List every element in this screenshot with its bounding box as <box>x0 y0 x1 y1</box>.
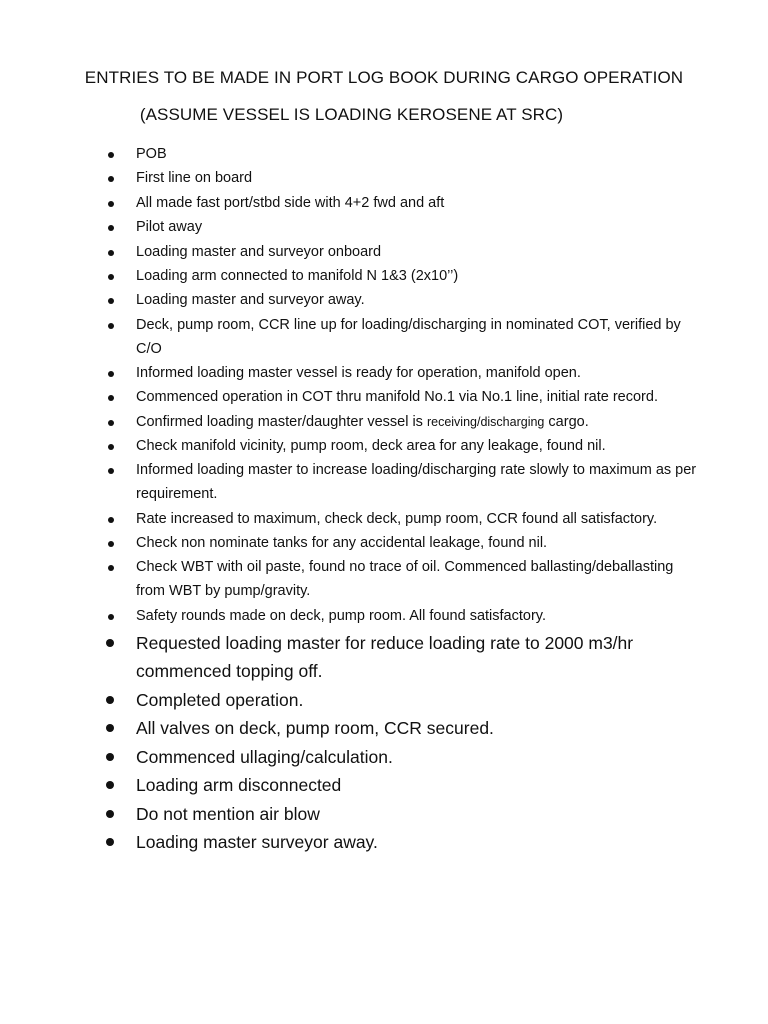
bullet-icon <box>108 152 114 158</box>
list-item-text: POB <box>136 146 167 162</box>
list-item-small-text: receiving/discharging <box>426 414 545 429</box>
bullet-icon <box>108 201 114 207</box>
list-item <box>0 771 700 799</box>
list-item <box>0 629 700 685</box>
list-item-text: Deck, pump room, CCR line up for loading/discharging in nominated COT, verified by C/O <box>136 316 681 357</box>
bullet-icon <box>108 225 114 231</box>
list-item <box>0 241 700 265</box>
entries-list <box>0 143 700 857</box>
bullet-icon <box>108 565 114 571</box>
bullet-icon <box>108 444 114 450</box>
list-item-text-end: cargo. <box>548 413 589 430</box>
list-item <box>0 314 700 362</box>
list-item-text: Check non nominate tanks for any accidental leakage, found nil. <box>136 535 548 552</box>
bullet-icon <box>108 274 114 280</box>
list-item <box>0 743 700 771</box>
list-item <box>0 265 700 289</box>
bullet-icon <box>108 298 114 304</box>
bullet-icon <box>108 371 114 377</box>
bullet-icon <box>106 724 114 732</box>
list-item-text: Completed operation. <box>136 689 304 710</box>
list-item <box>0 686 700 714</box>
list-item-text: Do not mention air blow <box>136 803 320 824</box>
list-item-text: Commenced operation in COT thru manifold No.1 via No.1 line, initial rate record. <box>136 389 658 406</box>
bullet-icon <box>106 753 114 761</box>
list-item-text: Rate increased to maximum, check deck, pump room, CCR found all satisfactory. <box>136 510 658 527</box>
bullet-icon <box>106 838 114 846</box>
bullet-icon <box>106 810 114 818</box>
list-item-text: First line on board <box>136 170 253 187</box>
bullet-icon <box>106 781 114 789</box>
document-title: ENTRIES TO BE MADE IN PORT LOG BOOK DURING CARGO OPERATION <box>84 68 684 87</box>
list-item <box>0 508 700 532</box>
list-item-text: Confirmed loading master/daughter vessel is <box>136 413 423 430</box>
bullet-icon <box>108 323 114 329</box>
bullet-icon <box>108 250 114 256</box>
list-item <box>0 828 700 856</box>
bullet-icon <box>108 614 114 620</box>
list-item-text: Loading master and surveyor onboard <box>136 243 382 260</box>
list-item-text: All valves on deck, pump room, CCR secured. <box>136 718 494 739</box>
list-item <box>0 216 700 240</box>
list-item <box>0 800 700 828</box>
bullet-icon <box>108 468 114 474</box>
list-item-text: Check WBT with oil paste, found no trace of oil. Commenced ballasting/deballasting from WBT by pump/gravity. <box>136 559 674 600</box>
bullet-icon <box>108 395 114 401</box>
bullet-icon <box>106 696 114 704</box>
list-item <box>0 143 700 167</box>
list-item-text: Safety rounds made on deck, pump room. All found satisfactory. <box>136 607 546 624</box>
bullet-icon <box>108 176 114 182</box>
list-item-text: Loading master and surveyor away. <box>136 292 365 309</box>
list-item-text: Requested loading master for reduce loading rate to 2000 m3/hr commenced topping off. <box>136 633 634 682</box>
list-item <box>0 386 700 410</box>
list-item <box>0 605 700 629</box>
list-item-text: All made fast port/stbd side with 4+2 fwd and aft <box>136 194 445 211</box>
list-item-text: Loading arm disconnected <box>136 775 342 796</box>
bullet-icon <box>108 541 114 547</box>
list-item <box>0 411 700 435</box>
document-subtitle: (ASSUME VESSEL IS LOADING KEROSENE AT SRC) <box>139 105 564 124</box>
bullet-icon <box>108 420 114 426</box>
list-item-text: Informed loading master vessel is ready for operation, manifold open. <box>136 364 581 381</box>
list-item <box>0 714 700 742</box>
list-item <box>0 167 700 191</box>
list-item <box>0 532 700 556</box>
list-item-text: Pilot away <box>136 219 203 236</box>
list-item-text: Check manifold vicinity, pump room, deck area for any leakage, found nil. <box>136 438 606 455</box>
list-item <box>0 435 700 459</box>
list-item <box>0 192 700 216</box>
list-item-text: Loading arm connected to manifold N 1&3 (2x10’’) <box>136 267 459 284</box>
list-item-text: Loading master surveyor away. <box>136 832 378 853</box>
list-item <box>0 459 700 507</box>
list-item-text: Informed loading master to increase loading/discharging rate slowly to maximum as per requirement. <box>136 462 697 503</box>
bullet-icon <box>108 517 114 523</box>
list-item-text: Commenced ullaging/calculation. <box>136 746 393 767</box>
list-item <box>0 556 700 604</box>
list-item <box>0 362 700 386</box>
bullet-icon <box>106 639 114 647</box>
list-item <box>0 289 700 313</box>
